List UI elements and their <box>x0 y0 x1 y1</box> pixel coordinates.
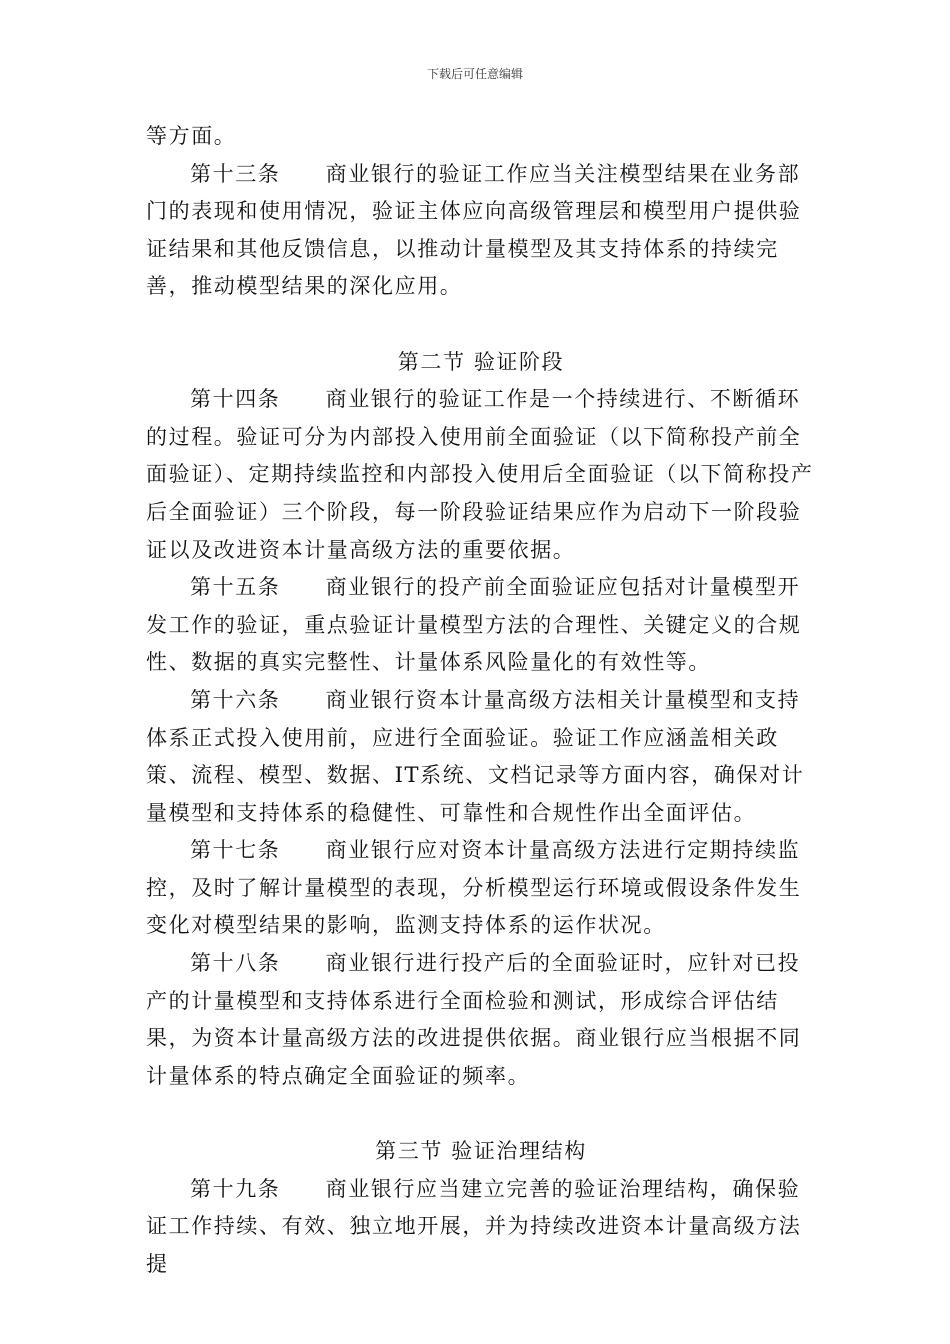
article-14: 第十四条 商业银行的验证工作是一个持续进行、不断循环的过程。验证可分为内部投入使用前全面验证（以下简称投产前全面验证）、定期持续监控和内部投入使用后全面验证（以下简称投产后全面验证）三个阶段，每一阶段验证结果应作为启动下一阶段验证以及改进资本计量高级方法的重要依据。 <box>146 387 814 562</box>
document-body <box>146 118 816 1283</box>
section-gap <box>146 1095 816 1133</box>
article-18: 第十八条 商业银行进行投产后的全面验证时，应针对已投产的计量模型和支持体系进行全面检验和测试，形成综合评估结果，为资本计量高级方法的改进提供依据。商业银行应当根据不同计量体系的特点确定全面验证的频率。 <box>146 951 802 1088</box>
article-19: 第十九条 商业银行应当建立完善的验证治理结构，确保验证工作持续、有效、独立地开展，并为持续改进资本计量高级方法提 <box>146 1176 802 1276</box>
article-13: 第十三条 商业银行的验证工作应当关注模型结果在业务部门的表现和使用情况，验证主体应向高级管理层和模型用户提供验证结果和其他反馈信息，以推动计量模型及其支持体系的持续完善，推动模型结果的深化应用。 <box>146 161 802 299</box>
section-heading-2: 第二节 验证阶段 <box>397 349 565 374</box>
page-header: 下载后可任意编辑 <box>426 67 523 81</box>
article-17: 第十七条 商业银行应对资本计量高级方法进行定期持续监控，及时了解计量模型的表现，分析模型运行环境或假设条件发生变化对模型结果的影响，监测支持体系的运作状况。 <box>146 838 802 938</box>
article-16: 第十六条 商业银行资本计量高级方法相关计量模型和支持体系正式投入使用前，应进行全面验证。验证工作应涵盖相关政策、流程、模型、数据、IT系统、文档记录等方面内容，确保对计量模型和支持体系的稳健性、可靠性和合规性作出全面评估。 <box>146 687 805 825</box>
article-15: 第十五条 商业银行的投产前全面验证应包括对计量模型开发工作的验证，重点验证计量模型方法的合理性、关键定义的合规性、数据的真实完整性、计量体系风险量化的有效性等。 <box>146 575 802 675</box>
section-heading-3: 第三节 验证治理结构 <box>375 1139 587 1164</box>
section-gap <box>146 306 816 344</box>
paragraph-continuation: 等方面。 <box>146 124 237 148</box>
